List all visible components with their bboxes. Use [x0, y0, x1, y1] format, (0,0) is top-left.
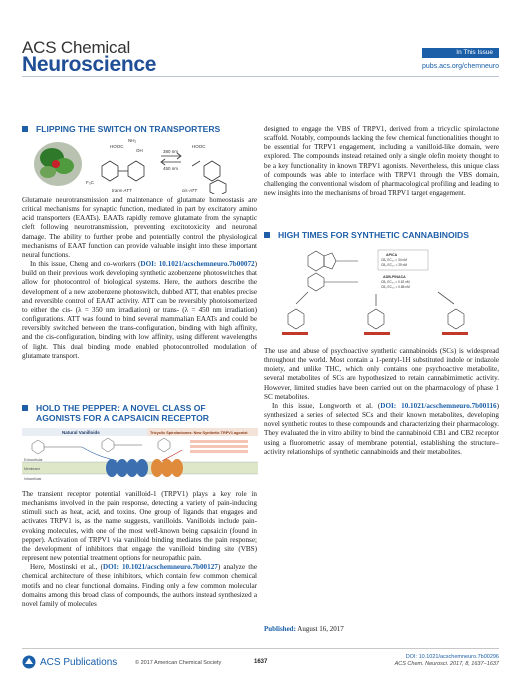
journal-name-line2: Neuroscience	[22, 53, 157, 76]
article-cannabinoids-body	[264, 347, 499, 457]
article-pepper-p1: The transient receptor potential vanilloid-1 (TRPV1) plays a key role in mechanisms involved in the pain response, detecting a variety of pain-inducing stimuli such as heat, acid, and toxins. One group of ligands that engages and activates TRPV1 is, as the name suggests, vanilloids. Vanilloids include pain-evoking molecules, with one of the most well-known being capsaicin (found in pepper). Activation of TRPV1 via vanilloid binding mediates the pain response; the development of inhibitors that engage the vanilloid binding site (VBS) represent new potential treatment options for neuropathic pain.	[22, 490, 257, 563]
fig-label-membrane: Membrane	[24, 467, 41, 471]
doi-link-cannabinoids[interactable]: DOI: 10.1021/acschemneuro.7b00116	[380, 401, 497, 410]
article-cannabinoids-p2: In this issue, Longworth et al. (DOI: 10.1021/acschemneuro.7b00116) synthesized a series of selected SCs and their known metabolites, developing novel synthetic routes to these compounds and characterizing their pharmacology. They evaluated the in vitro ability to bind the cannabinoid CB1 and CB2 receptor using a fluorometric assay of membrane potential, establishing the structure–activity relationships of synthetic cannabinoids and their metabolites.	[264, 401, 499, 456]
article-pepper-continued	[264, 125, 499, 198]
heading-bullet-icon	[264, 232, 270, 238]
footer-divider	[22, 648, 499, 649]
heading-cannabinoids: HIGH TIMES FOR SYNTHETIC CANNABINOIDS	[264, 230, 499, 240]
copyright: © 2017 American Chemical Society	[135, 660, 222, 666]
section-tag: In This Issue	[422, 48, 499, 58]
heading-pepper: HOLD THE PEPPER: A NOVEL CLASS OF AGONISTS FOR A CAPSAICIN RECEPTOR	[22, 403, 257, 423]
published-line: Published: August 16, 2017	[264, 625, 344, 633]
figure-trpv1-agonists	[22, 428, 258, 488]
heading-switch: FLIPPING THE SWITCH ON TRANSPORTERS	[22, 124, 257, 134]
fig-label-hooc: HOOC	[110, 144, 124, 149]
heading-bullet-icon	[22, 405, 28, 411]
article-cannabinoids-p1: The use and abuse of psychoactive synthetic cannabinoids (SCs) is widespread throughout the world. Most contain a 1-pentyl-1H substituted indole or indazole moiety, and unlike THC, which only contains one psychoactive metabolite, several metabolites of SCs are hypothesized to retain cannabimimetic activity. However, limited studies have been carried out on the pharmacology of phase 1 SC metabolites.	[264, 347, 499, 401]
article-switch-body	[22, 196, 257, 361]
fig-label-cis: cis-ATT	[182, 188, 198, 193]
acs-logo-icon	[22, 655, 36, 669]
page-number: 1637	[254, 659, 268, 665]
header-divider	[22, 76, 499, 77]
doi-link-pepper[interactable]: DOI: 10.1021/acschemneuro.7b00127	[102, 563, 218, 572]
journal-name-line1: ACS Chemical	[22, 38, 131, 57]
heading-bullet-icon	[22, 126, 28, 132]
fig-label-intracellular: Intracellular	[24, 477, 42, 481]
figure-cannabinoid-metabolites	[268, 242, 496, 342]
fig-label-adb-cb1: CB₁ EC₅₀ = 0.52 nM	[381, 280, 410, 284]
fig-label-apica: APICA	[386, 253, 398, 257]
fig-label-nm2: 450 nm	[163, 166, 179, 171]
footer-doi-link[interactable]: DOI: 10.1021/acschemneuro.7b00296	[405, 654, 499, 660]
article-switch-p1: Glutamate neurotransmission and maintenance of glutamate homeostasis are critical mechanisms for synaptic function, mediated in part by excitatory amino acid transporters (EAATs). EAATs rapidly remove glutamate from the synaptic cleft following neurotransmission, preventing excitotoxicity and neuronal damage. The ability to further probe and potentially control the physiological mechanisms of EAAT function can provide valuable insight into these important neural functions.	[22, 196, 257, 259]
fig-label-nm1: 380 nm	[163, 149, 179, 154]
article-switch-p2: In this issue, Cheng and co-workers (DOI: 10.1021/acschemneuro.7b00072) build on their previous work developing synthetic azobenzene photoswitches that allow for photocontrol of biological systems. Here, the authors describe the development of a new azobenzene photoswitch, dubbed ATT, that enables precise and reversible control of EAAT activity. ATT can be reversibly photoisomerized to either the cis- (λ = 350 nm irradiation) or trans- (λ = 450 nm irradiation) configurations. ATT was found to bind several mammalian EAATs and could be reversibly switched between the trans-configuration, binding with high affinity, and the cis-configuration, binding with low affinity, using different wavelengths of light. This dual binding mode enabled photocontrolled modulation of glutamate transport.	[22, 260, 257, 360]
fig-label-nh2: NH₂	[128, 138, 137, 143]
fig-label-extracellular: Extracellular	[24, 458, 43, 462]
article-pepper-p2-continued: designed to engage the VBS of TRPV1, derived from a tricyclic spirolactone scaffold. Notably, compounds lacking the few chemical functionalities thought to be essential for TRPV1 engagement, including a vanilloid-like domain, were explored. The compounds instead retained only a single olefin moiety thought to be a key functionality in known TRPV1 agonists. Nevertheless, this unique class of compounds was able to interface with TRPV1 through the VBS domain, challenging the conventional wisdom of pharmacological profiling and leading to new insights into the mechanisms of broad TRPV1 target engagement.	[264, 125, 499, 198]
fig-label-hooc-2: HOOC	[192, 144, 206, 149]
article-pepper-body	[22, 490, 257, 609]
publisher-logo[interactable]: ACS Publications	[22, 655, 117, 669]
fig-label-adb-cb2: CB₂ EC₅₀ = 0.88 nM	[381, 285, 410, 289]
journal-url-link[interactable]: pubs.acs.org/chemneuro	[421, 63, 499, 70]
fig-label-natural-vanilloids: Natural Vanilloids	[62, 430, 100, 435]
fig-label-f3c: F₃C	[86, 180, 94, 185]
fig-label-tricyclic: Tricyclic Spirolactones: New Synthetic TRPV1 agonist	[150, 431, 248, 435]
fig-label-oh: OH	[136, 148, 143, 153]
citation: ACS Chem. Neurosci. 2017, 8, 1637−1637	[394, 661, 499, 667]
fig-label-apica-cb2: CB₂ EC₅₀ = 29 nM	[381, 263, 408, 267]
fig-label-adb-pinaca: ADB-PINACA	[383, 275, 406, 279]
figure-att-photoswitch	[32, 136, 247, 194]
doi-link-switch[interactable]: DOI: 10.1021/acschemneuro.7b00072	[140, 260, 255, 269]
article-pepper-p2-start: Here, Mostinski et al., (DOI: 10.1021/acschemneuro.7b00127) analyze the chemical architecture of these inhibitors, which contain few common chemical motifs and no clear functional domains. Finding only a few common molecular domains among this broad class of compounds, the authors instead synthesized a novel family of molecules	[22, 563, 257, 608]
fig-label-apica-cb1: CB₁ EC₅₀ = 34 nM	[381, 258, 407, 262]
fig-label-trans: trans-ATT	[112, 188, 132, 193]
